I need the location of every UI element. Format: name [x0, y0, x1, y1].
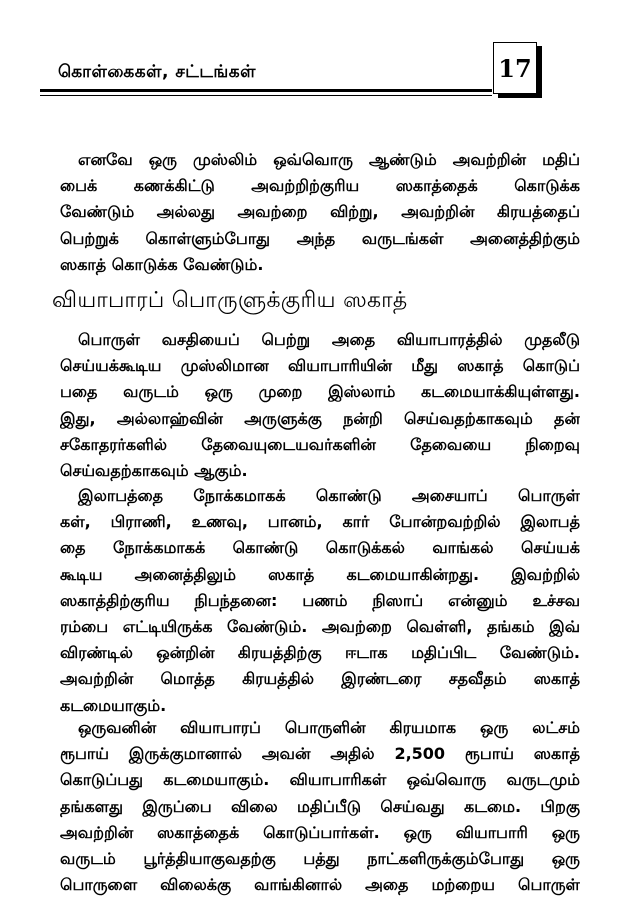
paragraph-line: இலாபத்தை நோக்கமாகக் கொண்டு அசையாப் பொருள்: [78, 486, 580, 505]
paragraph-line: பொருளை விலைக்கு வாங்கினால் அதை மற்றைய பொருள்: [60, 875, 580, 895]
paragraph-intro: [60, 147, 580, 278]
paragraph-line: செய்வதற்காகவும் ஆகும்.: [60, 461, 248, 481]
paragraph-line: எனவே ஒரு முஸ்லிம் ஒவ்வொரு ஆண்டும் அவற்றின் மதிப்: [78, 150, 580, 169]
paragraph-line: பதை வருடம் ஒரு முறை இஸ்லாம் கடமையாக்கியுள்ளது.: [60, 382, 580, 402]
paragraph-line: கடமையாகும்.: [60, 695, 167, 715]
paragraph-line: ஒருவனின் வியாபாரப் பொருளின் கிரயமாக ஒரு லட்சம்: [78, 718, 580, 737]
paragraph-line: அவற்றின் மொத்த கிரயத்தில் இரண்டரை சதவீதம் ஸகாத்: [60, 669, 580, 689]
paragraph-line: பைக் கணக்கிட்டு அவற்றிற்குரிய ஸகாத்தைக் கொடுக்க: [60, 176, 580, 196]
paragraph-line: பெற்றுக் கொள்ளும்போது அந்த வருடங்கள் அனைத்திற்கும்: [60, 228, 580, 248]
paragraph-line: ஸகாத் கொடுக்க வேண்டும்.: [60, 254, 264, 274]
paragraph-line: கள், பிராணி, உணவு, பானம், கார் போன்றவற்றில் இலாபத்: [60, 512, 580, 532]
paragraph-example: [60, 715, 580, 898]
paragraph-line: வேண்டும் அல்லது அவற்றை விற்று, அவற்றின் கிரயத்தைப்: [60, 202, 580, 222]
paragraph-line: சகோதரர்களில் தேவையுடையவர்களின் தேவையை நிறைவு: [60, 434, 580, 454]
paragraph-line: தை நோக்கமாகக் கொண்டு கொடுக்கல் வாங்கல் செய்யக்: [60, 538, 580, 558]
header-rule-thin: [40, 95, 492, 96]
paragraph-line: ரூபாய் இருக்குமானால் அவன் அதில் 2,500 ரூபாய் ஸகாத்: [60, 744, 580, 764]
section-heading: வியாபாரப் பொருளுக்குரிய ஸகாத்: [52, 288, 408, 313]
paragraph-line: கொடுப்பது கடமையாகும். வியாபாரிகள் ஒவ்வொரு வருடமும்: [60, 770, 580, 790]
paragraph-line: பொருள் வசதியைப் பெற்று அதை வியாபாரத்தில் முதலீடு: [78, 330, 580, 349]
paragraph-trade-goods: [60, 327, 580, 484]
paragraph-line: இது, அல்லாஹ்வின் அருளுக்கு நன்றி செய்வதற்காகவும் தன்: [60, 408, 580, 428]
running-head-title: கொள்கைகள், சட்டங்கள்: [58, 62, 256, 82]
paragraph-line: விரண்டில் ஒன்றின் கிரயத்திற்கு ஈடாக மதிப்பிட வேண்டும்.: [60, 643, 580, 663]
paragraph-line: தங்களது இருப்பை விலை மதிப்பீடு செய்வது கடமை. பிறகு: [60, 796, 580, 816]
page-number-box: [493, 42, 537, 94]
paragraph-line: ஸகாத்திற்குரிய நிபந்தனை: பணம் நிஸாப் என்னும் உச்சவ: [60, 590, 580, 610]
page-number: 17: [498, 53, 532, 83]
paragraph-line: வருடம் பூர்த்தியாகுவதற்கு பத்து நாட்களிருக்கும்போது ஒரு: [60, 849, 580, 869]
header-rule-thick: [40, 89, 492, 92]
paragraph-line: கூடிய அனைத்திலும் ஸகாத் கடமையாகின்றது. இவற்றில்: [60, 564, 580, 584]
paragraph-line: அவற்றின் ஸகாத்தைக் கொடுப்பார்கள். ஒரு வியாபாரி ஒரு: [60, 822, 580, 842]
paragraph-line: செய்யக்கூடிய முஸ்லிமான வியாபாரியின் மீது ஸகாத் கொடுப்: [60, 356, 580, 376]
paragraph-profit-items: [60, 483, 580, 719]
paragraph-line: ரம்பை எட்டியிருக்க வேண்டும். அவற்றை வெள்ளி, தங்கம் இவ்: [60, 617, 580, 637]
